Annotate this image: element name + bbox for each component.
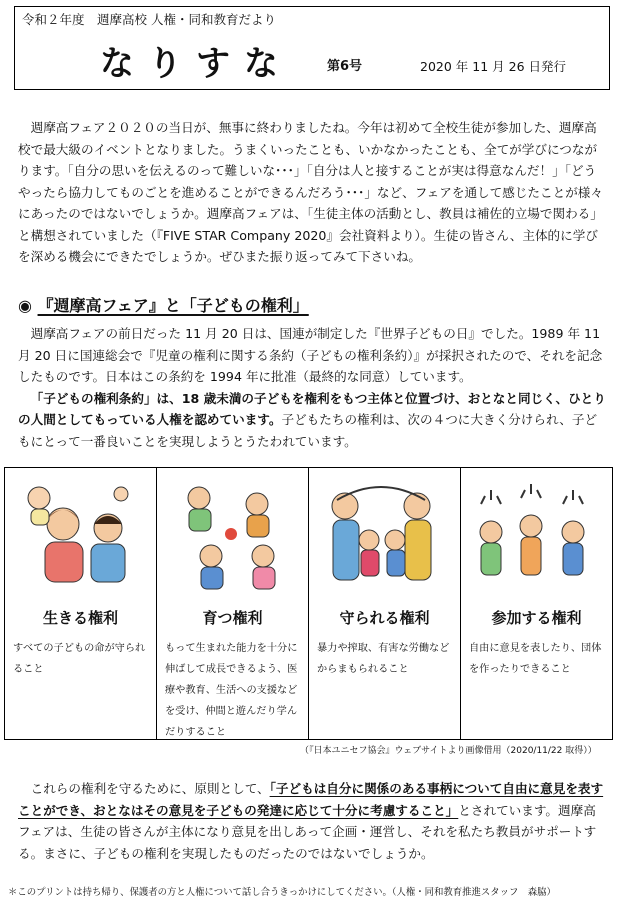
right-desc: 暴力や搾取、有害な労働などからまもられること bbox=[317, 643, 450, 675]
right-cell-live bbox=[5, 468, 157, 739]
body-paragraph-1 bbox=[18, 323, 608, 452]
issue-number: 第6号 bbox=[327, 59, 363, 74]
right-cell-participate bbox=[461, 468, 612, 739]
body2-emphasis: 「子どもは自分に関係のある事柄について自由に意見を表すことができ、おとなはその意見を子どもの発達に応じて十分に考慮すること」 bbox=[18, 781, 604, 818]
right-desc: すべての子どもの命が守られること bbox=[13, 643, 146, 675]
section-title: 『週摩高フェア』と「子どもの権利」 bbox=[37, 296, 309, 315]
intro-text: 週摩高フェア２０２０の当日が、無事に終わりましたね。今年は初めて全校生徒が参加した、週摩高校で最大級のイベントとなりました。うまくいったことも、いかなかったことも、全てが学びにつながります。「自分の思いを伝えるのって難しいな･･･」「自分は人と接することが実は得意なんだ！」「どうやったら協力してものごとを進めることができるんだろう･･･」など、フェアを通して感じたことが様々にあったのではないでしょうか。週摩高フェアは、「生徒主体の活動とし、教員は補佐的立場で関わる」と構想されていました（『FIVE STAR Company 2020』会社資料より）。生徒の皆さん、主体的に学びを深める機会にできたでしょうか。ぜひまた振り返ってみて下さいね。 bbox=[18, 120, 603, 264]
image-credit: （『日本ユニセフ協会』ウェブサイトより画像借用（2020/11/22 取得）） bbox=[300, 746, 597, 756]
body1-bold: 「子どもの権利条約」は、18 歳未満の子どもを権利をもつ主体と位置づけ、おとなと同じく、ひとりの人間としてもっている人権を認めています。 bbox=[18, 390, 606, 427]
issue-date: 2020 年 11 月 26 日発行 bbox=[420, 59, 566, 74]
body2-pre: これらの権利を守るために、原則として、 bbox=[30, 781, 270, 796]
right-title: 守られる権利 bbox=[339, 609, 430, 627]
right-title: 参加する権利 bbox=[491, 609, 582, 627]
right-desc: 自由に意見を表したり、団体を作ったりできること bbox=[469, 643, 602, 675]
body1-sentence-1: 週摩高フェアの前日だった 11 月 20 日は、国連が制定した『世界子どもの日』でした。1989 年 11 月 20 日に国連総会で『児童の権利に関する条約（子どもの権利条約）』が採択されたので、それを記念したものです。日本はこの条約を 1994 年に批准（最終的な同意）しています。 bbox=[18, 326, 603, 384]
right-cell-protect bbox=[309, 468, 461, 739]
section-heading bbox=[18, 293, 309, 316]
children-playing-icon bbox=[165, 476, 297, 596]
body2-post: とされています。週摩高フェアは、生徒の皆さんが主体になり意見を出しあって企画・運営し、それを私たち教員がサポートする。まさに、子どもの権利を実現したものだったのではないでしょうか。 bbox=[18, 802, 597, 861]
newsletter-subtitle: 令和２年度 週摩高校 人権・同和教育だより bbox=[22, 12, 276, 27]
right-cell-grow bbox=[157, 468, 309, 739]
children-speaking-icon bbox=[469, 476, 601, 596]
family-illustration-icon bbox=[13, 476, 145, 596]
right-title: 育つ権利 bbox=[202, 609, 263, 627]
right-desc: もって生まれた能力を十分に伸ばして成長できるよう、医療や教育、生活への支援などを受け、仲間と遊んだり学んだりすること bbox=[165, 643, 298, 738]
intro-paragraph bbox=[18, 117, 608, 268]
footer-note: ＊このプリントは持ち帰り、保護者の方と人権について話し合うきっかけにしてください。（人権・同和教育推進スタッフ 森脇） bbox=[8, 887, 556, 898]
right-title: 生きる権利 bbox=[42, 609, 118, 627]
body1-sentence-2: 子どもたちの権利は、次の４つに大きく分けられ、子どもにとって一番良いことを実現しようとうたわれています。 bbox=[18, 412, 598, 449]
bullet-icon: ◉ bbox=[18, 296, 32, 315]
rights-grid bbox=[4, 467, 613, 740]
protected-family-icon bbox=[317, 476, 449, 596]
newsletter-title: なりすな bbox=[100, 44, 292, 84]
body-paragraph-2 bbox=[18, 778, 608, 864]
